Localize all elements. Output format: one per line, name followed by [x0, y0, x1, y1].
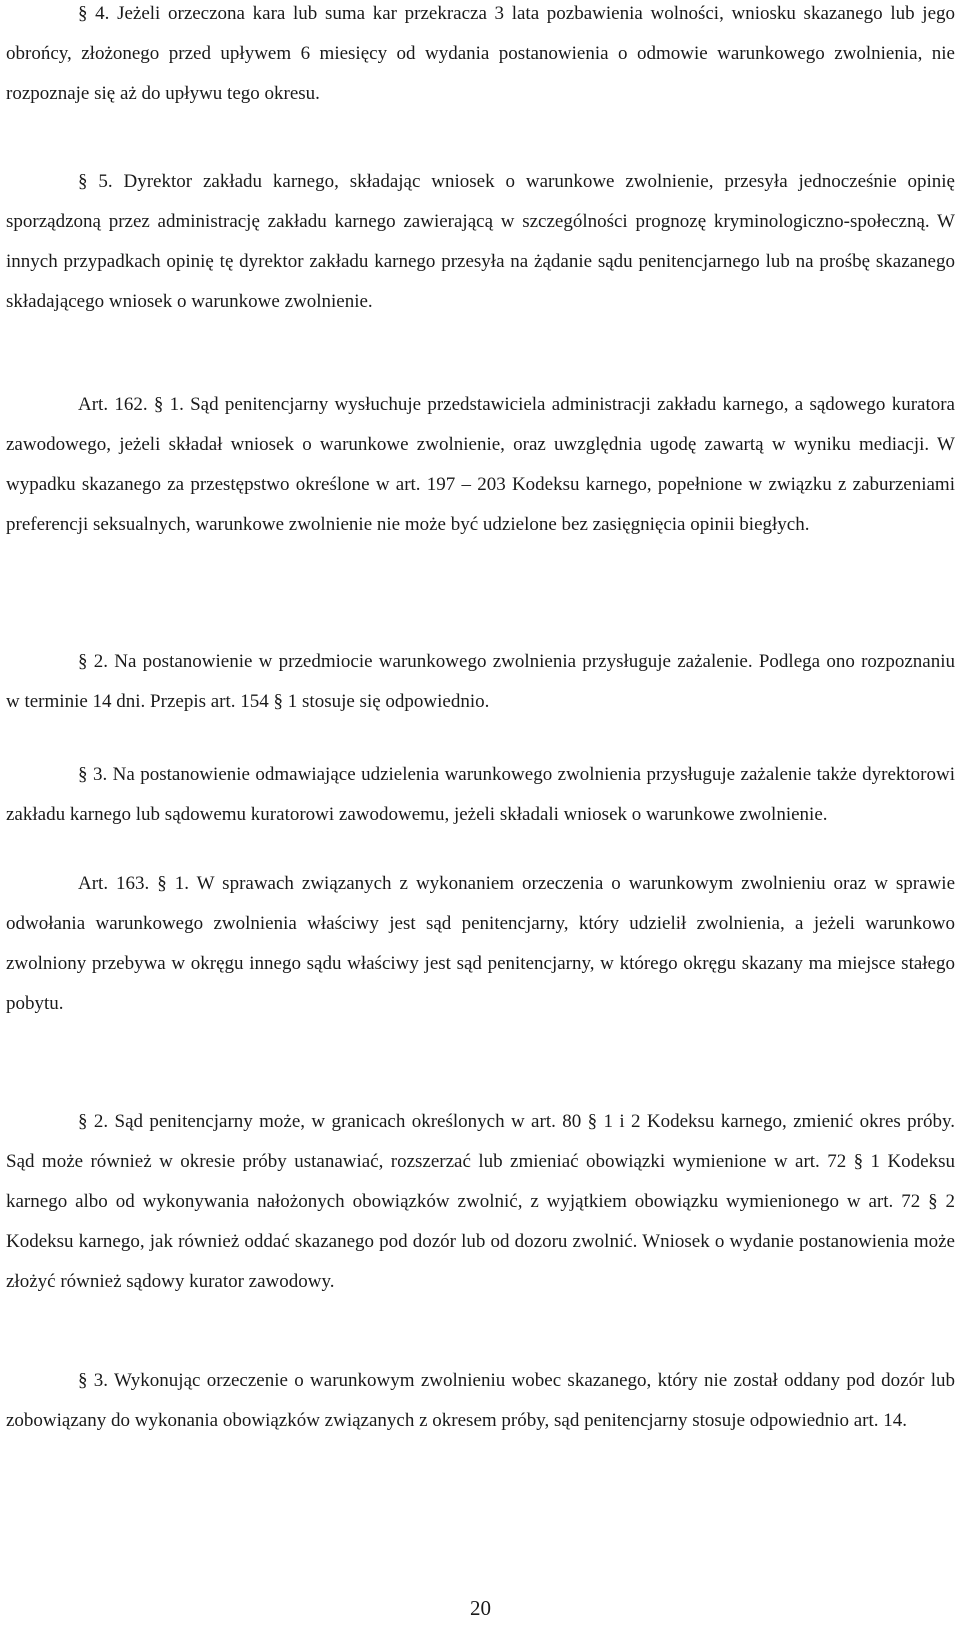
- page-number: 20: [470, 1596, 491, 1620]
- paragraph-art-162-par-2: § 2. Na postanowienie w przedmiocie warunkowego zwolnienia przysługuje zażalenie. Podlega ono rozpoznaniu w terminie 14 dni. Przepis art. 154 § 1 stosuje się odpowiednio.: [6, 651, 955, 712]
- paragraph-art-162-par-1: Art. 162. § 1. Sąd penitencjarny wysłuchuje przedstawiciela administracji zakładu karnego, a sądowego kuratora zawodowego, jeżeli składał wniosek o warunkowe zwolnienie, oraz uwzględnia ugodę zawartą w wyniku mediacji. W wypadku skazanego za przestępstwo określone w art. 197 – 203 Kodeksu karnego, popełnione w związku z zaburzeniami preferencji seksualnych, warunkowe zwolnienie nie może być udzielone bez zasięgnięcia opinii biegłych.: [6, 394, 955, 535]
- document-page: [6, 0, 955, 1630]
- paragraph-art-163-par-2: § 2. Sąd penitencjarny może, w granicach określonych w art. 80 § 1 i 2 Kodeksu karnego, zmienić okres próby. Sąd może również w okresie próby ustanawiać, rozszerzać lub zmieniać obowiązki wymienione w art. 72 § 1 Kodeksu karnego albo od wykonywania nałożonych obowiązków zwolnić, z wyjątkiem obowiązku wymienionego w art. 72 § 2 Kodeksu karnego, jak również oddać skazanego pod dozór lub od dozoru zwolnić. Wniosek o wydanie postanowienia może złożyć również sądowy kurator zawodowy.: [6, 1111, 955, 1292]
- paragraph-par-5: § 5. Dyrektor zakładu karnego, składając wniosek o warunkowe zwolnienie, przesyła jednocześnie opinię sporządzoną przez administrację zakładu karnego zawierającą w szczególności prognozę kryminologiczno-społeczną. W innych przypadkach opinię tę dyrektor zakładu karnego przesyła na żądanie sądu penitencjarnego lub na prośbę skazanego składającego wniosek o warunkowe zwolnienie.: [6, 171, 955, 312]
- paragraph-art-163-par-3: § 3. Wykonując orzeczenie o warunkowym zwolnieniu wobec skazanego, który nie został oddany pod dozór lub zobowiązany do wykonania obowiązków związanych z okresem próby, sąd penitencjarny stosuje odpowiednio art. 14.: [6, 1370, 955, 1431]
- paragraph-par-4: § 4. Jeżeli orzeczona kara lub suma kar przekracza 3 lata pozbawienia wolności, wniosku skazanego lub jego obrońcy, złożonego przed upływem 6 miesięcy od wydania postanowienia o odmowie warunkowego zwolnienia, nie rozpoznaje się aż do upływu tego okresu.: [6, 3, 955, 104]
- paragraph-art-163-par-1: Art. 163. § 1. W sprawach związanych z wykonaniem orzeczenia o warunkowym zwolnieniu oraz w sprawie odwołania warunkowego zwolnienia właściwy jest sąd penitencjarny, który udzielił zwolnienia, a jeżeli warunkowo zwolniony przebywa w okręgu innego sądu właściwy jest sąd penitencjarny, w którego okręgu skazany ma miejsce stałego pobytu.: [6, 873, 955, 1014]
- paragraph-art-162-par-3: § 3. Na postanowienie odmawiające udzielenia warunkowego zwolnienia przysługuje zażalenie także dyrektorowi zakładu karnego lub sądowemu kuratorowi zawodowemu, jeżeli składali wniosek o warunkowe zwolnienie.: [6, 764, 955, 825]
